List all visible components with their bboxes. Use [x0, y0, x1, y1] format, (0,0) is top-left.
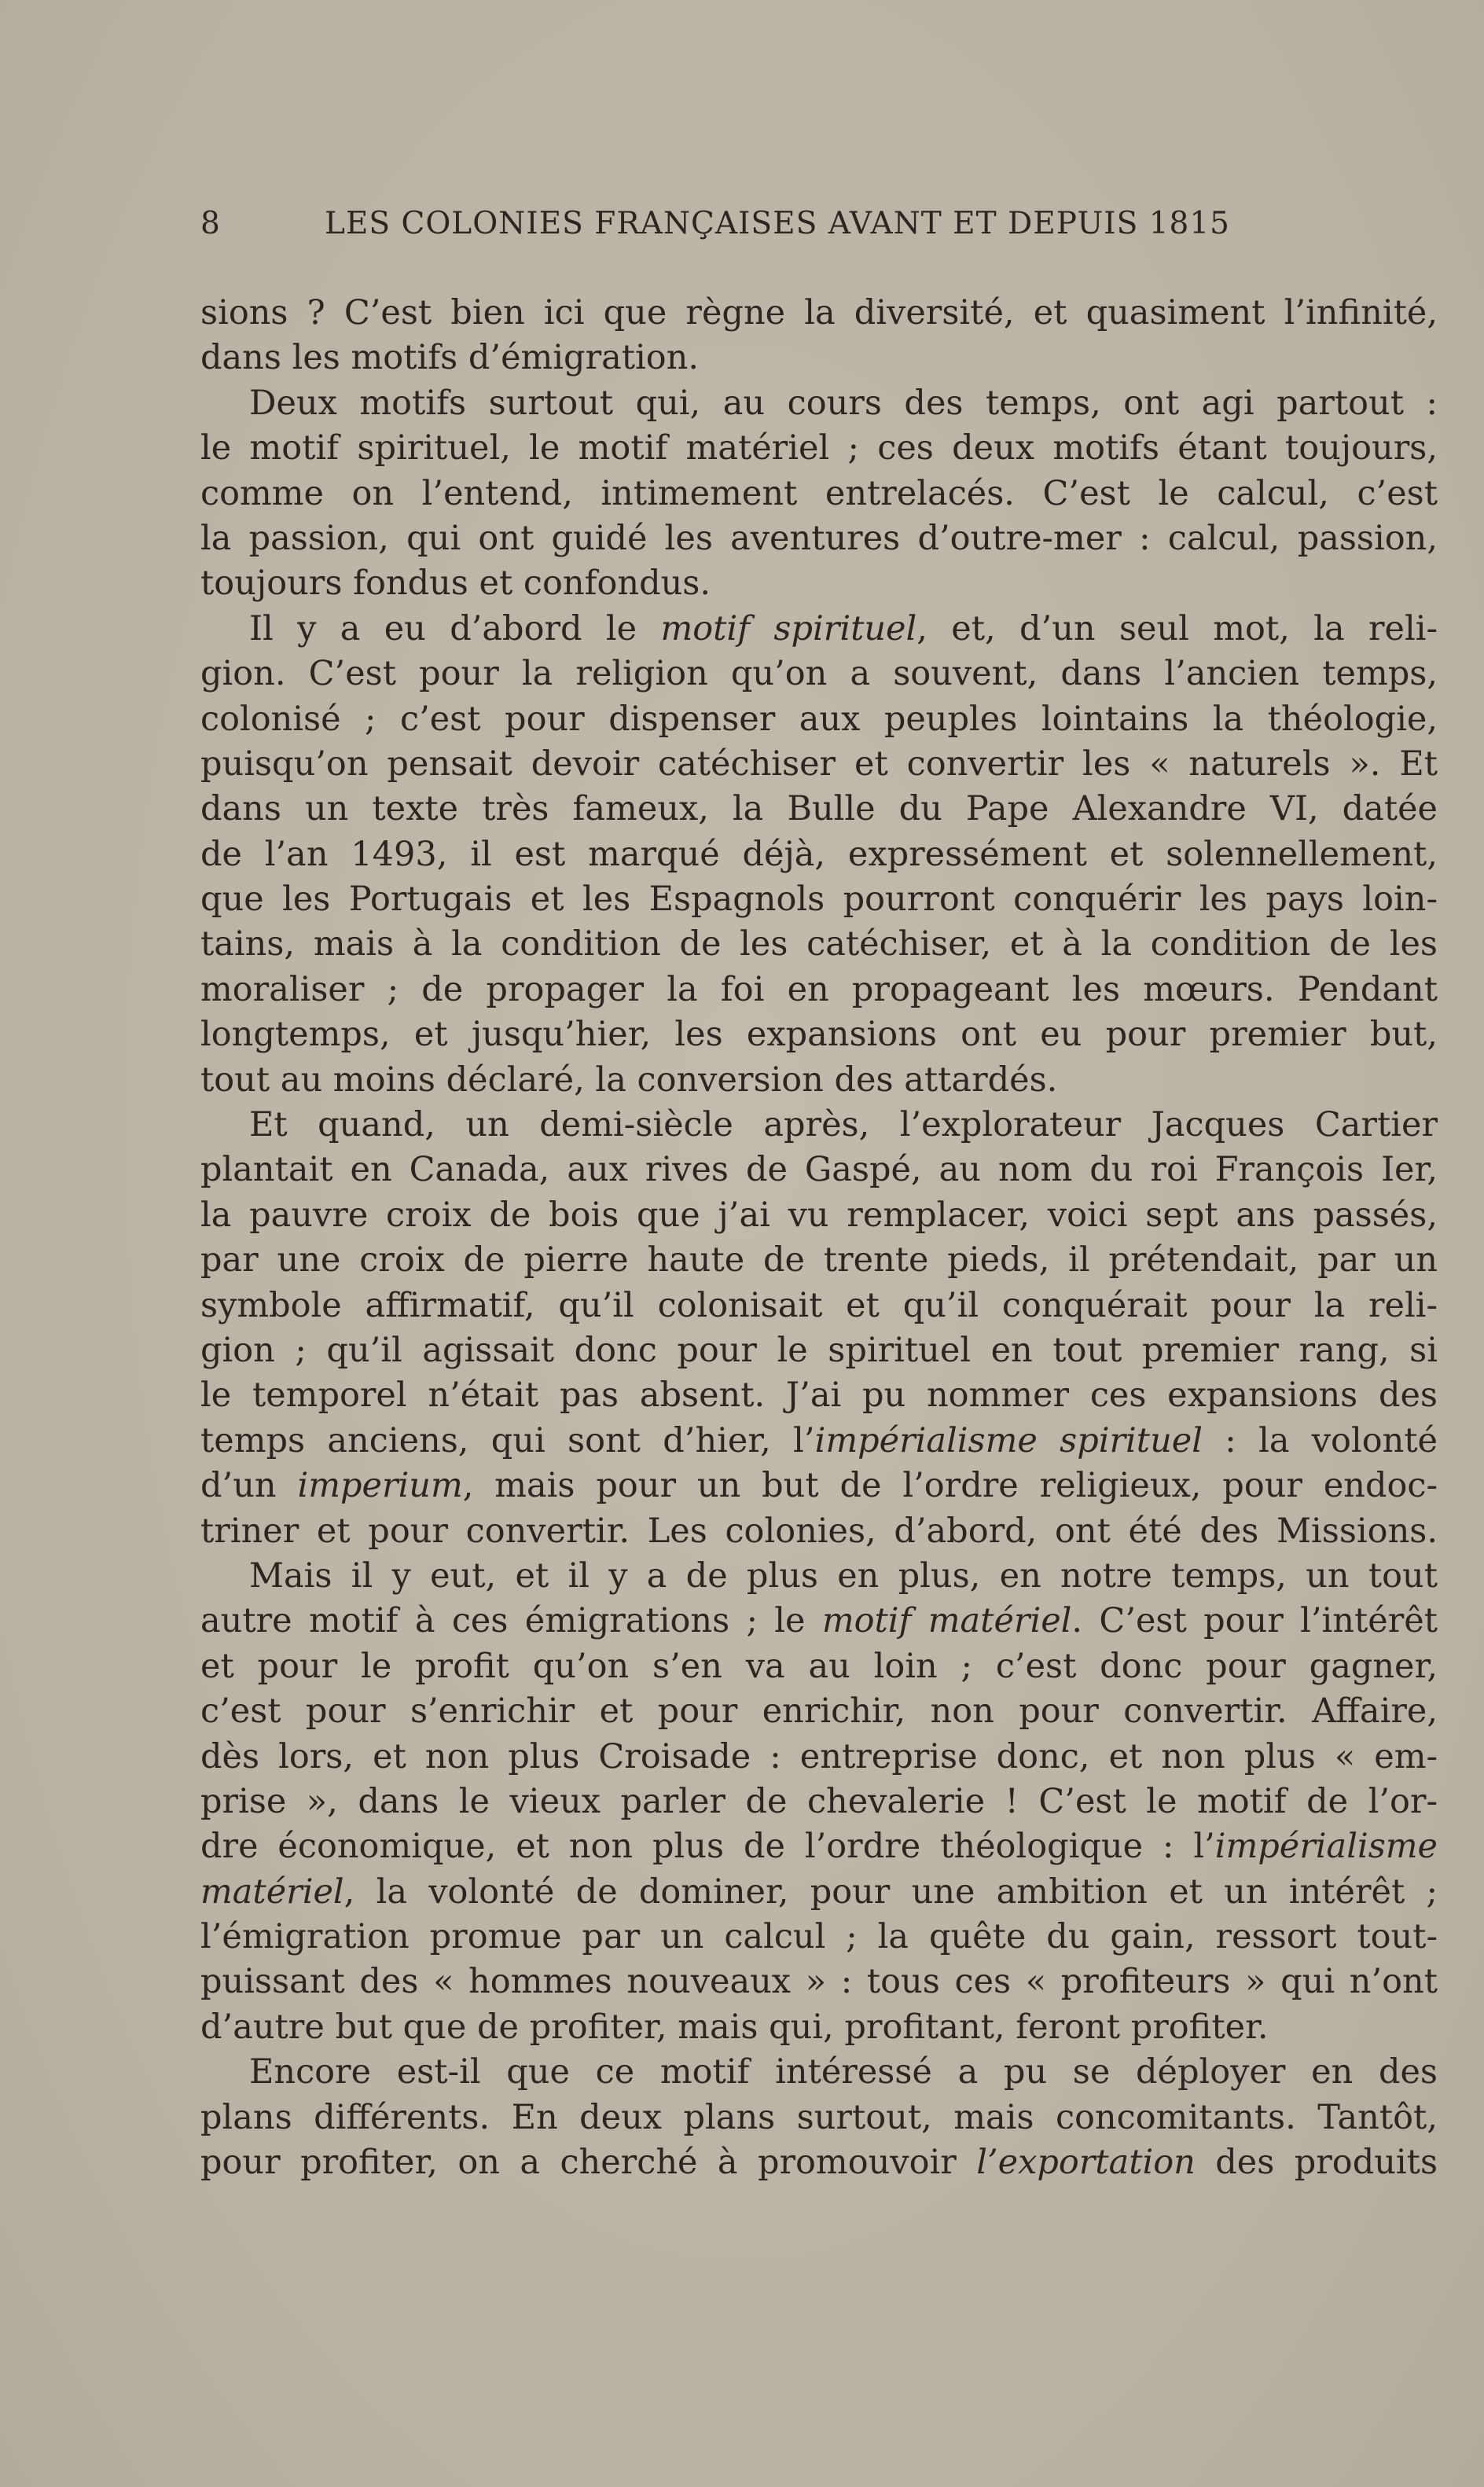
italic-text: l’exportation	[976, 2143, 1196, 2183]
text-line	[200, 1328, 1438, 1373]
text-segment: plantait en Canada, aux rives de Gaspé, au nom du roi François Ier,	[200, 1150, 1438, 1190]
text-line	[200, 1689, 1438, 1734]
text-segment: Deux motifs surtout qui, au cours des temps, ont agi partout :	[249, 383, 1438, 423]
text-segment: gion. C’est pour la religion qu’on a souvent, dans l’ancien temps,	[200, 654, 1438, 694]
text-segment: d’autre but que de profiter, mais qui, profitant, feront profiter.	[200, 2007, 1269, 2047]
page-number: 8	[200, 206, 221, 241]
text-segment: tout au moins déclaré, la conversion des attardés.	[200, 1060, 1058, 1100]
italic-text: motif matériel	[821, 1601, 1072, 1641]
text-segment: dès lors, et non plus Croisade : entreprise donc, et non plus « em-	[200, 1736, 1438, 1776]
text-segment: colonisé ; c’est pour dispenser aux peuples lointains la théologie,	[200, 699, 1438, 739]
text-segment: dre économique, et non plus de l’ordre théologique : l’	[200, 1827, 1215, 1867]
italic-text: matériel	[200, 1872, 344, 1912]
text-line	[200, 607, 1438, 652]
text-segment: des produits	[1195, 2143, 1438, 2183]
text-line	[200, 742, 1438, 787]
text-line	[200, 1373, 1438, 1418]
text-segment: gion ; qu’il agissait donc pour le spirituel en tout premier rang, si	[200, 1330, 1438, 1370]
text-line	[200, 1915, 1438, 1960]
italic-text: impérialisme	[1214, 1827, 1438, 1867]
text-line	[200, 2050, 1438, 2095]
text-line	[200, 652, 1438, 696]
text-line	[200, 1870, 1438, 1915]
text-line	[200, 336, 1438, 380]
running-title: LES COLONIES FRANÇAISES AVANT ET DEPUIS 1815	[325, 206, 1230, 241]
text-segment: temps anciens, qui sont d’hier, l’	[200, 1420, 815, 1460]
text-line	[200, 472, 1438, 516]
running-header	[200, 206, 1317, 253]
text-segment: autre motif à ces émigrations ; le	[200, 1601, 822, 1641]
text-segment: Mais il y eut, et il y a de plus en plus, en notre temps, un tout	[249, 1556, 1438, 1596]
text-segment: toujours fondus et confondus.	[200, 564, 711, 604]
text-line	[200, 1509, 1438, 1554]
text-segment: le temporel n’était pas absent. J’ai pu nommer ces expansions des	[200, 1376, 1438, 1416]
text-line	[200, 1103, 1438, 1148]
text-segment: comme on l’entend, intimement entrelacés. C’est le calcul, c’est	[200, 473, 1438, 513]
italic-text: imperium	[297, 1466, 463, 1506]
text-segment: prise », dans le vieux parler de chevalerie ! C’est le motif de l’or-	[200, 1781, 1438, 1821]
text-line	[200, 1058, 1438, 1103]
text-segment: d’un	[200, 1466, 298, 1506]
italic-text: motif spirituel	[660, 608, 917, 648]
text-segment: longtemps, et jusqu’hier, les expansions ont eu pour premier but,	[200, 1015, 1438, 1055]
text-segment: tains, mais à la condition de les catéchiser, et à la condition de les	[200, 924, 1438, 964]
text-line	[200, 2140, 1438, 2185]
text-line	[200, 787, 1438, 832]
text-line	[200, 697, 1438, 742]
text-line	[200, 1780, 1438, 1824]
text-segment: : la volonté	[1202, 1420, 1438, 1460]
text-segment: Encore est-il que ce motif intéressé a pu se déployer en des	[249, 2052, 1438, 2092]
text-segment: pour profiter, on a cherché à promouvoir	[200, 2143, 977, 2183]
text-line	[200, 1012, 1438, 1057]
text-segment: la passion, qui ont guidé les aventures d’outre-mer : calcul, passion,	[200, 518, 1438, 558]
text-line	[200, 2096, 1438, 2140]
text-segment: moraliser ; de propager la foi en propageant les mœurs. Pendant	[200, 969, 1438, 1009]
text-line	[200, 1599, 1438, 1644]
text-segment: , la volonté de dominer, pour une ambition et un intérêt ;	[343, 1872, 1438, 1912]
text-line	[200, 516, 1438, 561]
text-line	[200, 1824, 1438, 1869]
text-line	[200, 1464, 1438, 1508]
text-line	[200, 1148, 1438, 1192]
text-line	[200, 968, 1438, 1012]
text-line	[200, 877, 1438, 922]
text-line	[200, 922, 1438, 967]
text-line	[200, 1554, 1438, 1599]
text-segment: symbole affirmatif, qu’il colonisait et qu’il conquérait pour la reli-	[200, 1285, 1438, 1325]
text-segment: , mais pour un but de l’ordre religieux, pour endoc-	[462, 1466, 1438, 1506]
text-line	[200, 1193, 1438, 1238]
text-segment: puisqu’on pensait devoir catéchiser et convertir les « naturels ». Et	[200, 744, 1438, 784]
text-segment: par une croix de pierre haute de trente pieds, il prétendait, par un	[200, 1240, 1438, 1280]
text-segment: Et quand, un demi-siècle après, l’explorateur Jacques Cartier	[249, 1105, 1438, 1145]
text-segment: plans différents. En deux plans surtout, mais concomitants. Tantôt,	[200, 2097, 1438, 2137]
text-line	[200, 1238, 1438, 1283]
text-line	[200, 832, 1438, 877]
text-line	[200, 561, 1438, 606]
text-segment: de l’an 1493, il est marqué déjà, expressément et solennellement,	[200, 834, 1438, 874]
text-segment: c’est pour s’enrichir et pour enrichir, non pour convertir. Affaire,	[200, 1692, 1438, 1732]
text-segment: la pauvre croix de bois que j’ai vu remplacer, voici sept ans passés,	[200, 1195, 1438, 1235]
body-text	[200, 291, 1438, 2185]
text-segment: et pour le profit qu’on s’en va au loin ; c’est donc pour gagner,	[200, 1646, 1438, 1686]
text-line	[200, 426, 1438, 471]
italic-text: impérialisme spirituel	[814, 1420, 1203, 1460]
text-line	[200, 1644, 1438, 1689]
text-line	[200, 2005, 1438, 2050]
text-line	[200, 1419, 1438, 1464]
text-line	[200, 381, 1438, 426]
text-line	[200, 1735, 1438, 1780]
text-line	[200, 1284, 1438, 1328]
text-segment: Il y a eu d’abord le	[249, 608, 661, 648]
text-segment: l’émigration promue par un calcul ; la quête du gain, ressort tout-	[200, 1917, 1438, 1957]
text-segment: dans un texte très fameux, la Bulle du Pape Alexandre VI, datée	[200, 789, 1438, 829]
text-segment: , et, d’un seul mot, la reli-	[916, 608, 1438, 648]
text-segment: que les Portugais et les Espagnols pourront conquérir les pays loin-	[200, 880, 1438, 920]
text-segment: sions ? C’est bien ici que règne la diversité, et quasiment l’infinité,	[200, 293, 1438, 332]
text-segment: . C’est pour l’intérêt	[1071, 1601, 1438, 1641]
text-segment: puissant des « hommes nouveaux » : tous ces « profiteurs » qui n’ont	[200, 1962, 1438, 2002]
text-line	[200, 1960, 1438, 2004]
text-segment: dans les motifs d’émigration.	[200, 338, 700, 378]
text-line	[200, 291, 1438, 336]
text-segment: le motif spirituel, le motif matériel ; ces deux motifs étant toujours,	[200, 428, 1438, 468]
text-segment: triner et pour convertir. Les colonies, d’abord, ont été des Missions.	[200, 1511, 1438, 1551]
